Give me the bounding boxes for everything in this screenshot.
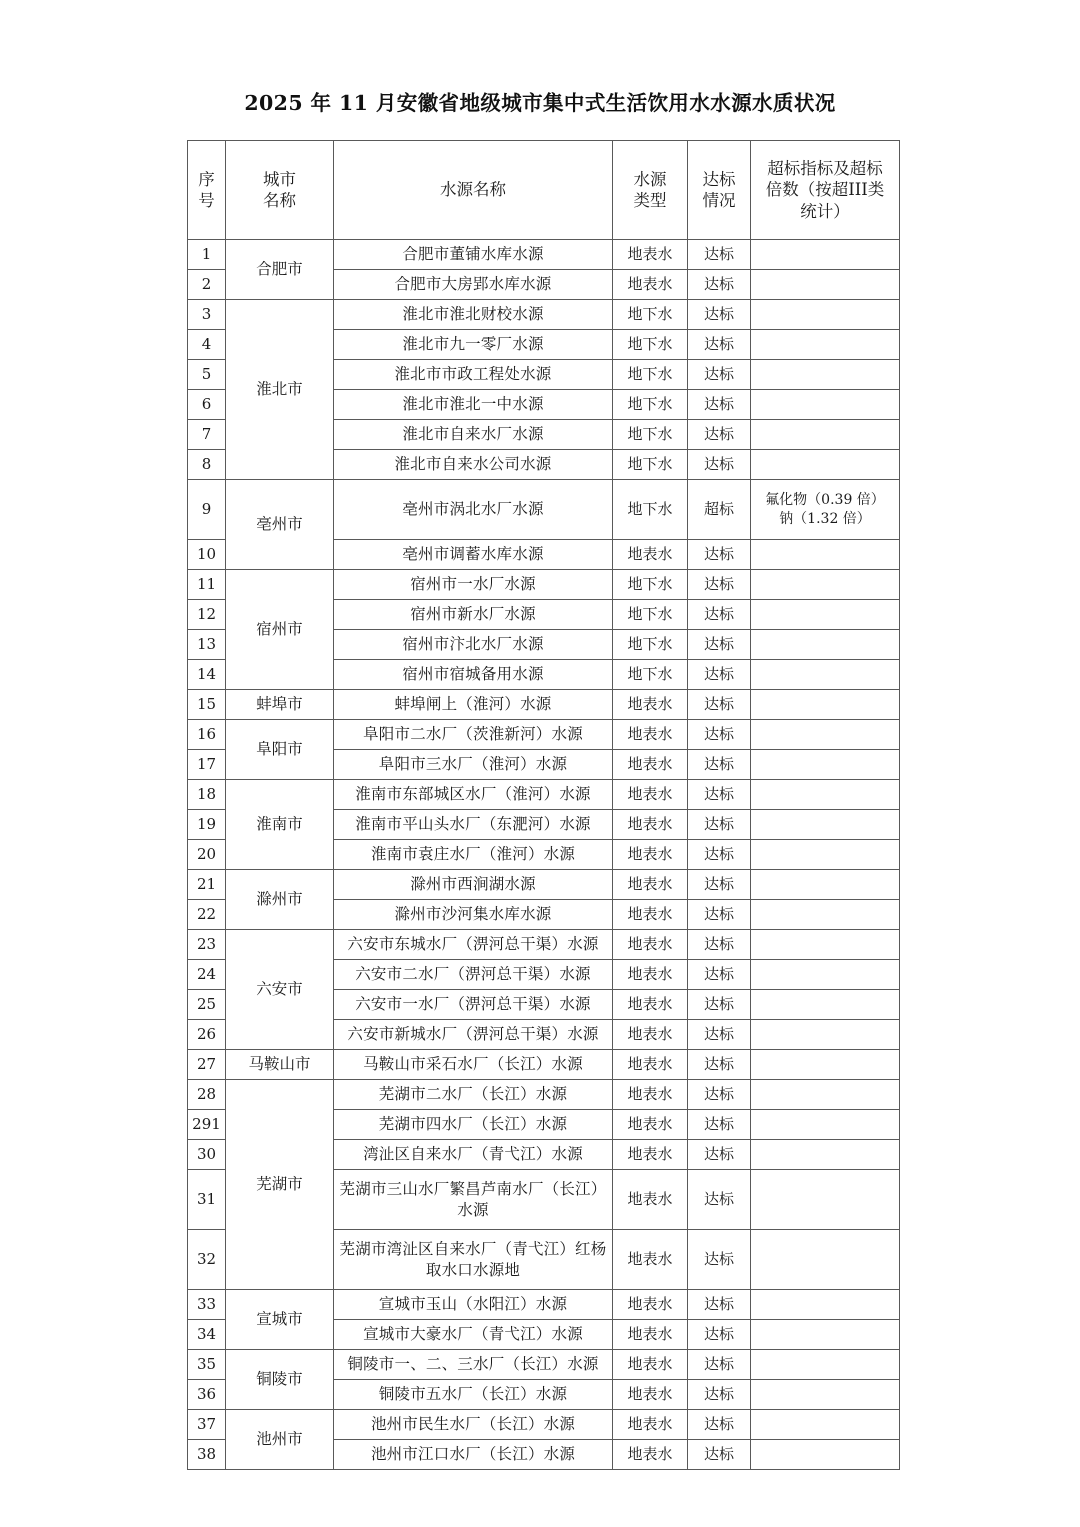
header-seq-line2: 号 xyxy=(198,191,215,210)
cell-compliance-status: 达标 xyxy=(688,1020,751,1050)
cell-sequence-number: 20 xyxy=(188,840,226,870)
cell-compliance-status: 达标 xyxy=(688,240,751,270)
cell-exceedance-indicators xyxy=(751,1170,900,1230)
cell-source-name: 合肥市大房郢水库水源 xyxy=(334,270,613,300)
cell-compliance-status: 超标 xyxy=(688,480,751,540)
cell-sequence-number: 13 xyxy=(188,630,226,660)
cell-compliance-status: 达标 xyxy=(688,450,751,480)
cell-source-name: 淮南市东部城区水厂（淮河）水源 xyxy=(334,780,613,810)
table-row xyxy=(188,1290,900,1320)
cell-compliance-status: 达标 xyxy=(688,1110,751,1140)
cell-compliance-status: 达标 xyxy=(688,1410,751,1440)
cell-source-name: 淮北市九一零厂水源 xyxy=(334,330,613,360)
cell-exceedance-indicators xyxy=(751,540,900,570)
cell-water-source-type: 地表水 xyxy=(613,870,688,900)
cell-water-source-type: 地表水 xyxy=(613,960,688,990)
cell-exceedance-indicators xyxy=(751,900,900,930)
cell-exceedance-indicators xyxy=(751,1050,900,1080)
cell-source-name: 湾沚区自来水厂（青弋江）水源 xyxy=(334,1140,613,1170)
cell-water-source-type: 地下水 xyxy=(613,480,688,540)
cell-exceedance-indicators xyxy=(751,990,900,1020)
cell-water-source-type: 地表水 xyxy=(613,930,688,960)
cell-compliance-status: 达标 xyxy=(688,1050,751,1080)
table-row xyxy=(188,720,900,750)
cell-source-name: 宣城市大豪水厂（青弋江）水源 xyxy=(334,1320,613,1350)
cell-exceedance-indicators xyxy=(751,300,900,330)
cell-water-source-type: 地表水 xyxy=(613,750,688,780)
header-status-line1: 达标 xyxy=(702,169,736,189)
cell-sequence-number: 7 xyxy=(188,420,226,450)
header-seq-line1: 序 xyxy=(198,169,215,189)
cell-source-name: 淮北市自来水厂水源 xyxy=(334,420,613,450)
cell-exceedance-indicators xyxy=(751,450,900,480)
cell-source-name: 宿州市宿城备用水源 xyxy=(334,660,613,690)
cell-compliance-status: 达标 xyxy=(688,1170,751,1230)
header-type-line2: 类型 xyxy=(633,191,667,210)
cell-exceedance-indicators xyxy=(751,1080,900,1110)
cell-exceedance-line1: 氟化物（0.39 倍） xyxy=(765,492,885,509)
cell-compliance-status: 达标 xyxy=(688,300,751,330)
table-row xyxy=(188,300,900,330)
cell-sequence-number: 24 xyxy=(188,960,226,990)
cell-compliance-status: 达标 xyxy=(688,660,751,690)
cell-sequence-number: 291 xyxy=(188,1110,226,1140)
cell-source-name: 池州市江口水厂（长江）水源 xyxy=(334,1440,613,1470)
cell-city-name: 马鞍山市 xyxy=(226,1050,334,1080)
cell-water-source-type: 地表水 xyxy=(613,990,688,1020)
cell-sequence-number: 32 xyxy=(188,1230,226,1290)
table-row xyxy=(188,1050,900,1080)
cell-water-source-type: 地表水 xyxy=(613,840,688,870)
cell-water-source-type: 地表水 xyxy=(613,1080,688,1110)
water-quality-table-wrapper xyxy=(187,140,899,1470)
water-quality-table xyxy=(187,140,900,1470)
cell-exceedance-indicators xyxy=(751,330,900,360)
cell-source-name: 宣城市玉山（水阳江）水源 xyxy=(334,1290,613,1320)
cell-sequence-number: 8 xyxy=(188,450,226,480)
cell-source-name: 蚌埠闸上（淮河）水源 xyxy=(334,690,613,720)
cell-source-name: 芜湖市四水厂（长江）水源 xyxy=(334,1110,613,1140)
cell-water-source-type: 地表水 xyxy=(613,1110,688,1140)
cell-source-name: 合肥市董铺水库水源 xyxy=(334,240,613,270)
header-exceed-line3: 统计） xyxy=(800,201,850,221)
cell-sequence-number: 26 xyxy=(188,1020,226,1050)
cell-city-name: 亳州市 xyxy=(226,480,334,570)
cell-source-name: 淮北市淮北财校水源 xyxy=(334,300,613,330)
header-type xyxy=(613,141,688,240)
cell-source-name: 马鞍山市采石水厂（长江）水源 xyxy=(334,1050,613,1080)
cell-source-name: 铜陵市一、二、三水厂（长江）水源 xyxy=(334,1350,613,1380)
cell-city-name: 铜陵市 xyxy=(226,1350,334,1410)
cell-sequence-number: 21 xyxy=(188,870,226,900)
cell-compliance-status: 达标 xyxy=(688,1230,751,1290)
cell-exceedance-indicators xyxy=(751,1290,900,1320)
cell-compliance-status: 达标 xyxy=(688,540,751,570)
cell-sequence-number: 34 xyxy=(188,1320,226,1350)
table-row xyxy=(188,480,900,540)
cell-water-source-type: 地表水 xyxy=(613,780,688,810)
cell-sequence-number: 36 xyxy=(188,1380,226,1410)
cell-compliance-status: 达标 xyxy=(688,690,751,720)
cell-source-name: 铜陵市五水厂（长江）水源 xyxy=(334,1380,613,1410)
cell-compliance-status: 达标 xyxy=(688,360,751,390)
cell-sequence-number: 33 xyxy=(188,1290,226,1320)
cell-compliance-status: 达标 xyxy=(688,900,751,930)
cell-exceedance-indicators xyxy=(751,840,900,870)
cell-water-source-type: 地表水 xyxy=(613,1380,688,1410)
cell-sequence-number: 6 xyxy=(188,390,226,420)
cell-exceedance-indicators xyxy=(751,960,900,990)
cell-water-source-type: 地表水 xyxy=(613,540,688,570)
cell-water-source-type: 地表水 xyxy=(613,1020,688,1050)
cell-exceedance-indicators xyxy=(751,660,900,690)
cell-compliance-status: 达标 xyxy=(688,600,751,630)
cell-compliance-status: 达标 xyxy=(688,420,751,450)
cell-source-name: 淮南市平山头水厂（东淝河）水源 xyxy=(334,810,613,840)
cell-exceedance-indicators xyxy=(751,780,900,810)
cell-sequence-number: 1 xyxy=(188,240,226,270)
cell-sequence-number: 10 xyxy=(188,540,226,570)
cell-source-name xyxy=(334,1170,613,1230)
header-status xyxy=(688,141,751,240)
cell-compliance-status: 达标 xyxy=(688,870,751,900)
cell-exceedance-indicators xyxy=(751,240,900,270)
cell-sequence-number: 18 xyxy=(188,780,226,810)
cell-compliance-status: 达标 xyxy=(688,1350,751,1380)
cell-compliance-status: 达标 xyxy=(688,1080,751,1110)
cell-water-source-type: 地表水 xyxy=(613,1440,688,1470)
cell-city-name: 六安市 xyxy=(226,930,334,1050)
cell-exceedance-indicators xyxy=(751,480,900,540)
cell-water-source-type: 地下水 xyxy=(613,630,688,660)
table-row xyxy=(188,1410,900,1440)
cell-exceedance-indicators xyxy=(751,1350,900,1380)
cell-water-source-type: 地表水 xyxy=(613,1350,688,1380)
cell-compliance-status: 达标 xyxy=(688,570,751,600)
cell-source-name: 亳州市涡北水厂水源 xyxy=(334,480,613,540)
cell-source-name: 淮北市自来水公司水源 xyxy=(334,450,613,480)
cell-water-source-type: 地表水 xyxy=(613,1320,688,1350)
cell-water-source-type: 地下水 xyxy=(613,600,688,630)
cell-compliance-status: 达标 xyxy=(688,270,751,300)
cell-water-source-type: 地下水 xyxy=(613,360,688,390)
header-exceed-line1: 超标指标及超标 xyxy=(767,158,883,178)
cell-sequence-number: 22 xyxy=(188,900,226,930)
cell-sequence-number: 4 xyxy=(188,330,226,360)
cell-source-name xyxy=(334,1230,613,1290)
table-row xyxy=(188,570,900,600)
cell-exceedance-indicators xyxy=(751,720,900,750)
cell-exceedance-indicators xyxy=(751,810,900,840)
cell-sequence-number: 23 xyxy=(188,930,226,960)
cell-source-name-line1: 芜湖市湾沚区自来水厂（青弋江）红杨 xyxy=(339,1240,607,1259)
cell-source-name: 淮北市市政工程处水源 xyxy=(334,360,613,390)
cell-compliance-status: 达标 xyxy=(688,720,751,750)
cell-sequence-number: 25 xyxy=(188,990,226,1020)
cell-water-source-type: 地表水 xyxy=(613,270,688,300)
cell-exceedance-indicators xyxy=(751,1380,900,1410)
cell-exceedance-indicators xyxy=(751,570,900,600)
cell-compliance-status: 达标 xyxy=(688,1140,751,1170)
cell-compliance-status: 达标 xyxy=(688,630,751,660)
cell-compliance-status: 达标 xyxy=(688,750,751,780)
cell-water-source-type: 地表水 xyxy=(613,1140,688,1170)
cell-compliance-status: 达标 xyxy=(688,1380,751,1410)
cell-compliance-status: 达标 xyxy=(688,1320,751,1350)
cell-city-name: 淮北市 xyxy=(226,300,334,480)
cell-water-source-type: 地下水 xyxy=(613,450,688,480)
cell-exceedance-indicators xyxy=(751,630,900,660)
cell-source-name: 六安市二水厂（淠河总干渠）水源 xyxy=(334,960,613,990)
cell-source-name: 阜阳市二水厂（茨淮新河）水源 xyxy=(334,720,613,750)
cell-sequence-number: 17 xyxy=(188,750,226,780)
cell-city-name: 蚌埠市 xyxy=(226,690,334,720)
header-type-line1: 水源 xyxy=(633,169,667,189)
cell-compliance-status: 达标 xyxy=(688,330,751,360)
cell-source-name: 宿州市汴北水厂水源 xyxy=(334,630,613,660)
cell-city-name: 淮南市 xyxy=(226,780,334,870)
cell-exceedance-indicators xyxy=(751,930,900,960)
cell-exceedance-indicators xyxy=(751,1230,900,1290)
cell-source-name-line1: 芜湖市三山水厂繁昌芦南水厂（长江） xyxy=(339,1180,607,1199)
cell-sequence-number: 38 xyxy=(188,1440,226,1470)
cell-water-source-type: 地下水 xyxy=(613,390,688,420)
cell-sequence-number: 3 xyxy=(188,300,226,330)
table-row xyxy=(188,1350,900,1380)
table-row xyxy=(188,690,900,720)
cell-exceedance-indicators xyxy=(751,1110,900,1140)
header-city xyxy=(226,141,334,240)
header-city-line2: 名称 xyxy=(263,191,296,210)
cell-exceedance-indicators xyxy=(751,870,900,900)
cell-city-name: 芜湖市 xyxy=(226,1080,334,1290)
cell-exceedance-indicators xyxy=(751,1020,900,1050)
cell-sequence-number: 11 xyxy=(188,570,226,600)
cell-source-name: 芜湖市二水厂（长江）水源 xyxy=(334,1080,613,1110)
cell-source-name-line2: 取水口水源地 xyxy=(425,1260,521,1279)
cell-water-source-type: 地下水 xyxy=(613,300,688,330)
cell-sequence-number: 14 xyxy=(188,660,226,690)
cell-sequence-number: 15 xyxy=(188,690,226,720)
table-row xyxy=(188,930,900,960)
cell-exceedance-indicators xyxy=(751,420,900,450)
cell-water-source-type: 地表水 xyxy=(613,900,688,930)
cell-source-name: 池州市民生水厂（长江）水源 xyxy=(334,1410,613,1440)
cell-compliance-status: 达标 xyxy=(688,990,751,1020)
cell-exceedance-indicators xyxy=(751,1410,900,1440)
cell-exceedance-indicators xyxy=(751,1440,900,1470)
cell-exceedance-indicators xyxy=(751,1140,900,1170)
cell-water-source-type: 地表水 xyxy=(613,1290,688,1320)
header-status-line2: 情况 xyxy=(702,191,736,210)
cell-exceedance-indicators xyxy=(751,1320,900,1350)
cell-compliance-status: 达标 xyxy=(688,1440,751,1470)
cell-sequence-number: 35 xyxy=(188,1350,226,1380)
cell-city-name: 宿州市 xyxy=(226,570,334,690)
cell-compliance-status: 达标 xyxy=(688,390,751,420)
cell-source-name: 宿州市新水厂水源 xyxy=(334,600,613,630)
cell-sequence-number: 5 xyxy=(188,360,226,390)
cell-compliance-status: 达标 xyxy=(688,960,751,990)
table-header xyxy=(188,141,900,240)
cell-sequence-number: 37 xyxy=(188,1410,226,1440)
cell-city-name: 宣城市 xyxy=(226,1290,334,1350)
table-row xyxy=(188,780,900,810)
header-seq xyxy=(188,141,226,240)
cell-water-source-type: 地表水 xyxy=(613,810,688,840)
cell-water-source-type: 地表水 xyxy=(613,240,688,270)
cell-sequence-number: 12 xyxy=(188,600,226,630)
header-source: 水源名称 xyxy=(334,141,613,240)
header-exceed-line2: 倍数（按超III类 xyxy=(765,180,885,200)
cell-exceedance-indicators xyxy=(751,390,900,420)
table-row xyxy=(188,240,900,270)
cell-exceedance-indicators xyxy=(751,360,900,390)
cell-sequence-number: 31 xyxy=(188,1170,226,1230)
cell-sequence-number: 30 xyxy=(188,1140,226,1170)
cell-source-name: 淮北市淮北一中水源 xyxy=(334,390,613,420)
cell-exceedance-indicators xyxy=(751,270,900,300)
cell-exceedance-indicators xyxy=(751,750,900,780)
cell-exceedance-indicators xyxy=(751,690,900,720)
page-title: 2025 年 11 月安徽省地级城市集中式生活饮用水水源水质状况 xyxy=(244,91,836,115)
cell-source-name: 淮南市袁庄水厂（淮河）水源 xyxy=(334,840,613,870)
cell-source-name: 六安市东城水厂（淠河总干渠）水源 xyxy=(334,930,613,960)
cell-compliance-status: 达标 xyxy=(688,780,751,810)
cell-water-source-type: 地表水 xyxy=(613,720,688,750)
table-row xyxy=(188,1080,900,1110)
cell-water-source-type: 地下水 xyxy=(613,420,688,450)
cell-source-name: 滁州市沙河集水库水源 xyxy=(334,900,613,930)
cell-source-name: 宿州市一水厂水源 xyxy=(334,570,613,600)
cell-exceedance-indicators xyxy=(751,600,900,630)
cell-source-name: 亳州市调蓄水库水源 xyxy=(334,540,613,570)
cell-water-source-type: 地下水 xyxy=(613,330,688,360)
cell-water-source-type: 地表水 xyxy=(613,1050,688,1080)
cell-sequence-number: 28 xyxy=(188,1080,226,1110)
cell-compliance-status: 达标 xyxy=(688,840,751,870)
cell-compliance-status: 达标 xyxy=(688,1290,751,1320)
cell-source-name: 滁州市西涧湖水源 xyxy=(334,870,613,900)
table-header-row xyxy=(188,141,900,240)
cell-water-source-type: 地下水 xyxy=(613,660,688,690)
header-exceed xyxy=(751,141,900,240)
cell-compliance-status: 达标 xyxy=(688,930,751,960)
cell-water-source-type: 地下水 xyxy=(613,570,688,600)
cell-source-name-line2: 水源 xyxy=(457,1200,489,1219)
cell-source-name: 阜阳市三水厂（淮河）水源 xyxy=(334,750,613,780)
cell-water-source-type: 地表水 xyxy=(613,1170,688,1230)
cell-city-name: 合肥市 xyxy=(226,240,334,300)
cell-sequence-number: 27 xyxy=(188,1050,226,1080)
cell-city-name: 池州市 xyxy=(226,1410,334,1470)
cell-water-source-type: 地表水 xyxy=(613,1230,688,1290)
cell-compliance-status: 达标 xyxy=(688,810,751,840)
cell-sequence-number: 16 xyxy=(188,720,226,750)
cell-sequence-number: 19 xyxy=(188,810,226,840)
cell-city-name: 阜阳市 xyxy=(226,720,334,780)
cell-water-source-type: 地表水 xyxy=(613,690,688,720)
table-row xyxy=(188,870,900,900)
cell-sequence-number: 2 xyxy=(188,270,226,300)
cell-source-name: 六安市新城水厂（淠河总干渠）水源 xyxy=(334,1020,613,1050)
cell-sequence-number: 9 xyxy=(188,480,226,540)
cell-water-source-type: 地表水 xyxy=(613,1410,688,1440)
cell-source-name: 六安市一水厂（淠河总干渠）水源 xyxy=(334,990,613,1020)
header-city-line1: 城市 xyxy=(263,169,296,189)
cell-exceedance-line2: 钠（1.32 倍） xyxy=(779,510,871,527)
table-body xyxy=(188,240,900,1470)
cell-city-name: 滁州市 xyxy=(226,870,334,930)
